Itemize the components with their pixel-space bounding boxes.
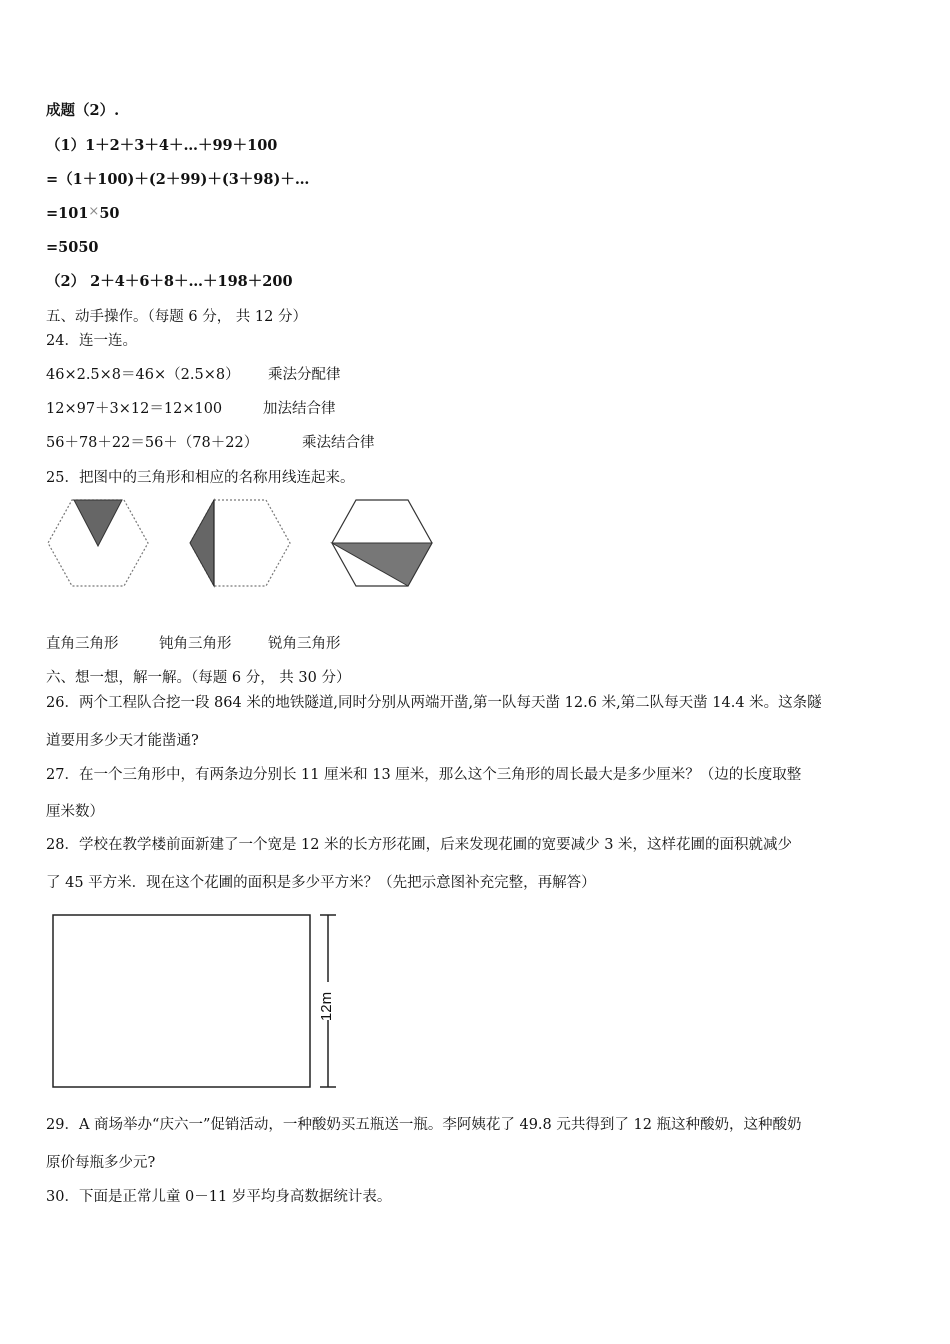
q25-label-right: 直角三角形 <box>46 636 119 652</box>
line-calc-5: （2） 2＋4＋6＋8＋…＋198＋200 <box>46 273 293 290</box>
q25-label-obtuse: 钝角三角形 <box>159 636 232 652</box>
q28-line-1: 28．学校在教学楼前面新建了一个宽是 12 米的长方形花圃，后来发现花圃的宽要减少 3 米，这样花圃的面积就减少 <box>46 837 793 853</box>
garden-rectangle <box>53 915 310 1087</box>
hexagon-figure-3 <box>330 498 434 588</box>
shaded-triangle-acute <box>74 500 122 546</box>
calc-3-right: 50 <box>99 205 120 222</box>
q24-title: 24．连一连。 <box>46 333 137 349</box>
q24-law-1: 乘法分配律 <box>268 367 341 383</box>
q24-expr-2: 12×97＋3×12＝12×100 <box>46 401 223 417</box>
line-calc-1: （1）1＋2＋3＋4＋…＋99＋100 <box>46 137 278 154</box>
hexagon-figure-2 <box>188 498 292 588</box>
q25-label-acute: 锐角三角形 <box>268 636 341 652</box>
q28-line-2: 了 45 平方米．现在这个花圃的面积是多少平方米？（先把示意图补充完整，再解答） <box>46 875 596 891</box>
section-5-heading: 五、动手操作。（每题 6 分， 共 12 分） <box>46 309 307 325</box>
section-6-heading: 六、想一想，解一解。（每题 6 分， 共 30 分） <box>46 670 351 686</box>
garden-diagram <box>48 910 348 1095</box>
hexagon-figure-1 <box>46 498 150 588</box>
calc-3-left: =101 <box>46 205 89 222</box>
line-calc-4: =5050 <box>46 239 99 256</box>
shaded-triangle-left <box>190 500 214 586</box>
q24-law-2: 加法结合律 <box>263 401 336 417</box>
line-solution-title: 成题（2）. <box>46 102 120 119</box>
shaded-triangle-obtuse <box>332 543 432 586</box>
line-calc-3 <box>46 204 120 225</box>
q24-expr-1: 46×2.5×8＝46×（2.5×8） <box>46 367 240 383</box>
q26-line-2: 道要用多少天才能凿通? <box>46 733 199 749</box>
q25-title: 25．把图中的三角形和相应的名称用线连起来。 <box>46 470 355 486</box>
q26-line-1: 26．两个工程队合挖一段 864 米的地铁隧道,同时分别从两端开凿,第一队每天凿 12.6 米,第二队每天凿 14.4 米。这条隧 <box>46 695 822 711</box>
q30-line: 30．下面是正常儿童 0－11 岁平均身高数据统计表。 <box>46 1189 392 1205</box>
q24-expr-3: 56＋78＋22＝56＋（78＋22） <box>46 435 259 451</box>
dimension-label-12m: 12m <box>318 991 336 1022</box>
q29-line-2: 原价每瓶多少元? <box>46 1155 156 1171</box>
q24-law-3: 乘法结合律 <box>302 435 375 451</box>
q29-line-1: 29．A 商场举办“庆六一”促销活动，一种酸奶买五瓶送一瓶。李阿姨花了 49.8 元共得到了 12 瓶这种酸奶，这种酸奶 <box>46 1117 802 1133</box>
line-calc-2: =（1＋100)＋(2＋99)＋(3＋98)＋… <box>46 171 310 188</box>
times-sign: × <box>88 204 100 219</box>
q27-line-2: 厘米数） <box>46 804 104 820</box>
q27-line-1: 27．在一个三角形中，有两条边分别长 11 厘米和 13 厘米，那么这个三角形的周长最大是多少厘米？（边的长度取整 <box>46 767 802 783</box>
